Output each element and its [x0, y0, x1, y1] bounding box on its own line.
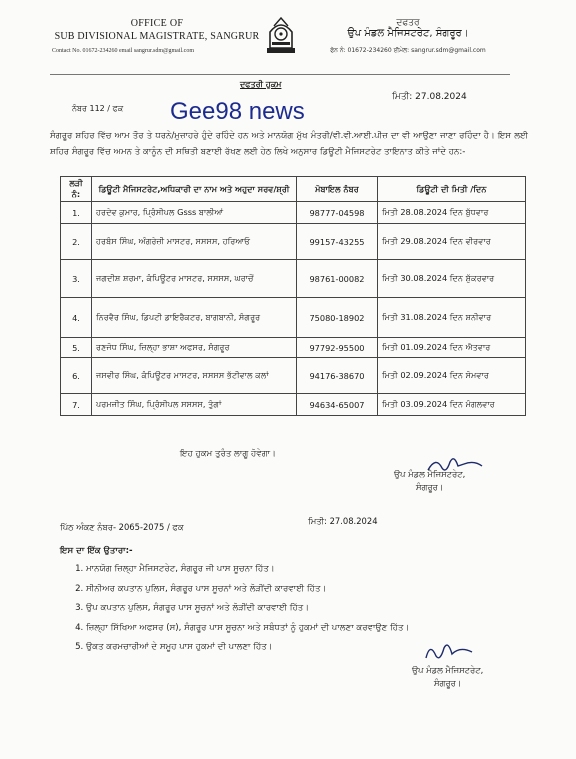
cell-serial: 1. — [61, 202, 92, 224]
cell-serial: 4. — [61, 298, 92, 338]
order-date: ਮਿਤੀ: 27.08.2024 — [392, 92, 467, 102]
cell-date: ਮਿਤੀ 02.09.2024 ਦਿਨ ਸੋਮਵਾਰ — [378, 358, 526, 394]
cell-mobile: 97792-95500 — [297, 338, 378, 358]
watermark-text: Gee98 news — [170, 98, 305, 125]
cell-serial: 2. — [61, 224, 92, 260]
cell-date: ਮਿਤੀ 03.09.2024 ਦਿਨ ਮੰਗਲਵਾਰ — [378, 394, 526, 416]
cell-mobile: 98761-00082 — [297, 260, 378, 298]
order-paragraph: ਸੰਗਰੂਰ ਸ਼ਹਿਰ ਵਿੱਚ ਆਮ ਤੌਰ ਤੇ ਧਰਨੇ/ਮੁਜ਼ਾਹਰੇ ਹੁੰਦੇ ਰਹਿੰਦੇ ਹਨ ਅਤੇ ਮਾਨਯੋਗ ਮੁੱਖ ਮੰਤਰੀ/ਵੀ.ਵੀ.ਆਈ.ਪੀਜ਼ ਦਾ ਵੀ ਆਉਣਾ ਜਾਣਾ ਰਹਿੰਦਾ ਹੈ। ਇਸ ਲਈ ਸ਼ਹਿਰ ਸੰਗਰੂਰ ਵਿੱਚ ਅਮਨ ਤੇ ਕਾਨੂੰਨ ਦੀ ਸਥਿਤੀ ਬਣਾਈ ਰੱਖਣ ਲਈ ਹੇਠ ਲਿਖੇ ਅਨੁਸਾਰ ਡਿਊਟੀ ਮੈਜਿਸਟਰੇਟ ਤਾਇਨਾਤ ਕੀਤੇ ਜਾਂਦੇ ਹਨ:- — [50, 131, 528, 157]
list-item: 5. ਉਕਤ ਕਰਮਚਾਰੀਆਂ ਦੇ ਸਮੂਹ ਪਾਸ ਹੁਕਮਾਂ ਦੀ ਪਾਲਣਾ ਹਿੱਤ। — [86, 638, 546, 658]
table-row — [61, 202, 526, 224]
copy-heading: ਇਸ ਦਾ ਇੱਕ ਉਤਾਰਾ:- — [60, 546, 133, 556]
list-item: 3. ਉਪ ਕਪਤਾਨ ਪੁਲਿਸ, ਸੰਗਰੂਰ ਪਾਸ ਸੂਚਨਾਂ ਅਤੇ ਲੋੜੀਂਦੀ ਕਾਰਵਾਈ ਹਿੱਤ। — [86, 599, 546, 619]
cell-name: ਨਿਰਵੈਰ ਸਿੰਘ, ਡਿਪਟੀ ਡਾਇਰੈਕਟਰ, ਬਾਗਬਾਨੀ, ਸੰਗਰੂਰ — [92, 298, 297, 338]
cell-serial: 6. — [61, 358, 92, 394]
cell-serial: 7. — [61, 394, 92, 416]
endorsement-date: ਮਿਤੀ: 27.08.2024 — [308, 516, 378, 526]
list-item: 1. ਮਾਨਯੋਗ ਜ਼ਿਲ੍ਹਾ ਮੈਜਿਸਟਰੇਟ, ਸੰਗਰੂਰ ਜੀ ਪਾਸ ਸੂਚਨਾ ਹਿੱਤ। — [86, 560, 546, 580]
table-row — [61, 260, 526, 298]
contact-left: Contact No. 01672-234260 email sangrur.sdm@gmail.com — [52, 48, 195, 54]
header-serial: ਲੜੀ ਨੰ: — [61, 177, 92, 202]
cell-serial: 3. — [61, 260, 92, 298]
signature-title: ਉਪ ਮੰਡਲ ਮੈਜਿਸਟਰੇਟ, — [412, 665, 484, 675]
office-name: SUB DIVISIONAL MAGISTRATE, SANGRUR — [54, 31, 260, 42]
table-row — [61, 298, 526, 338]
table-header-row — [61, 177, 526, 202]
letterhead-punjabi — [318, 18, 498, 55]
cell-name: ਜਗਦੀਸ਼ ਸ਼ਰਮਾ, ਕੰਪਿਊਟਰ ਮਾਸਟਰ, ਸਸਸਸ, ਘਰਾਚੋਂ — [92, 260, 297, 298]
list-item: 2. ਸੀਨੀਅਰ ਕਪਤਾਨ ਪੁਲਿਸ, ਸੰਗਰੂਰ ਪਾਸ ਸੂਚਨਾਂ ਅਤੇ ਲੋੜੀਂਦੀ ਕਾਰਵਾਈ ਹਿੱਤ। — [86, 580, 546, 600]
signature-title: ਉਪ ਮੰਡਲ ਮੈਜਿਸਟਰੇਟ, — [394, 469, 466, 479]
cell-serial: 5. — [61, 338, 92, 358]
list-item: 4. ਜ਼ਿਲ੍ਹਾ ਸਿੱਖਿਆ ਅਫਸਰ (ਸ), ਸੰਗਰੂਰ ਪਾਸ ਸੂਚਨਾ ਅਤੇ ਸਬੰਧਤਾਂ ਨੂੰ ਹੁਕਮਾਂ ਦੀ ਪਾਲਣਾ ਕਰਵਾਉਣ ਹਿੱਤ। — [86, 619, 546, 639]
cell-mobile: 75080-18902 — [297, 298, 378, 338]
cell-name: ਰਣਜੋਧ ਸਿੰਘ, ਜ਼ਿਲ੍ਹਾ ਭਾਸ਼ਾ ਅਫਸਰ, ਸੰਗਰੂਰ — [92, 338, 297, 358]
cell-date: ਮਿਤੀ 29.08.2024 ਦਿਨ ਵੀਰਵਾਰ — [378, 224, 526, 260]
header-mobile: ਮੋਬਾਇਲ ਨੰਬਰ — [297, 177, 378, 202]
signature-place: ਸੰਗਰੂਰ। — [415, 482, 444, 492]
cell-date: ਮਿਤੀ 30.08.2024 ਦਿਨ ਸ਼ੁੱਕਰਵਾਰ — [378, 260, 526, 298]
order-title: ਦਫਤਰੀ ਹੁਕਮ — [240, 80, 282, 89]
order-number: ਨੰਬਰ 112 / ਫਕ — [72, 104, 124, 113]
state-emblem-icon — [264, 12, 298, 58]
endorsement-number: ਪਿੱਠ ਅੰਕਣ ਨੰਬਰ- 2065-2075 / ਫਕ — [60, 522, 184, 532]
cell-date: ਮਿਤੀ 31.08.2024 ਦਿਨ ਸ਼ਨੀਵਾਰ — [378, 298, 526, 338]
signature-block-2 — [412, 664, 483, 690]
applies-immediately: ਇਹ ਹੁਕਮ ਤੁਰੰਤ ਲਾਗੂ ਹੋਵੇਗਾ। — [180, 449, 276, 459]
cell-date: ਮਿਤੀ 01.09.2024 ਦਿਨ ਐਤਵਾਰ — [378, 338, 526, 358]
letterhead-english — [52, 18, 262, 54]
signature-image-2 — [420, 638, 480, 664]
duty-table — [60, 176, 526, 416]
signature-place: ਸੰਗਰੂਰ। — [433, 678, 462, 688]
header-name: ਡਿਊਟੀ ਮੈਜਿਸਟਰੇਟ,ਅਧਿਕਾਰੀ ਦਾ ਨਾਮ ਅਤੇ ਅਹੁਦਾ ਸਰਵ/ਸ਼੍ਰੀ — [92, 177, 297, 202]
cell-mobile: 94176-38670 — [297, 358, 378, 394]
office-name-pa: ਉਪ ਮੰਡਲ ਮੈਜਿਸਟਰੇਟ, ਸੰਗਰੂਰ। — [347, 28, 469, 39]
cell-mobile: 94634-65007 — [297, 394, 378, 416]
contact-right: ਫੋਨ ਨੰ: 01672-234260 ਈਮੇਲ: sangrur.sdm@gmail.com — [330, 47, 486, 54]
table-row — [61, 338, 526, 358]
table-row — [61, 224, 526, 260]
table-row — [61, 358, 526, 394]
header-divider — [50, 74, 510, 75]
cell-mobile: 98777-04598 — [297, 202, 378, 224]
cell-mobile: 99157-43255 — [297, 224, 378, 260]
table-row — [61, 394, 526, 416]
cell-name: ਹਰਬੰਸ ਸਿੰਘ, ਅੰਗਰੇਜ਼ੀ ਮਾਸਟਰ, ਸਸਸਸ, ਹਰਿਆਓ — [92, 224, 297, 260]
header-date: ਡਿਊਟੀ ਦੀ ਮਿਤੀ /ਦਿਨ — [378, 177, 526, 202]
office-label-pa: ਦਫਤਰ — [396, 18, 420, 28]
cell-name: ਹਰਦੇਵ ਕੁਮਾਰ, ਪ੍ਰਿੰਸੀਪਲ Gsss ਬਾਲੀਆਂ — [92, 202, 297, 224]
signature-block-1 — [394, 468, 465, 494]
cell-date: ਮਿਤੀ 28.08.2024 ਦਿਨ ਬੁੱਧਵਾਰ — [378, 202, 526, 224]
office-label: OFFICE OF — [130, 18, 184, 29]
cell-name: ਪਰਮਜੀਤ ਸਿੰਘ, ਪ੍ਰਿੰਸੀਪਲ ਸਸਸਸ, ਤੁੰਗਾਂ — [92, 394, 297, 416]
cell-name: ਜਸਵੀਰ ਸਿੰਘ, ਕੰਪਿਊਟਰ ਮਾਸਟਰ, ਸਸਸਸ ਭੱਟੀਵਾਲ ਕਲਾਂ — [92, 358, 297, 394]
